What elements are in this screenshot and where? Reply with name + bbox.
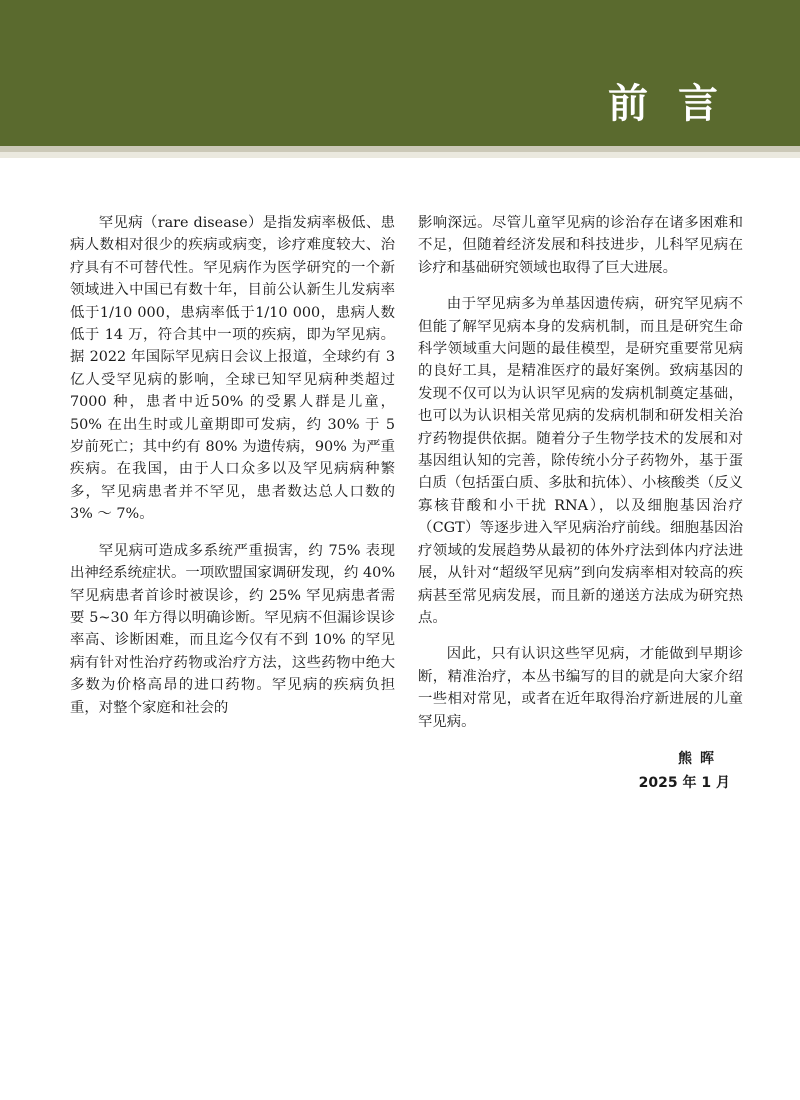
text-column-right bbox=[418, 212, 743, 747]
header-divider-stripe-light bbox=[0, 152, 800, 158]
body-paragraph: 因此，只有认识这些罕见病，才能做到早期诊断，精准治疗，本丛书编写的目的就是向大家介绍一些相对常见，或者在近年取得治疗新进展的儿童罕见病。 bbox=[418, 646, 743, 730]
body-paragraph: 罕见病可造成多系统严重损害，约 75% 表现出神经系统症状。一项欧盟国家调研发现，约 40% 罕见病患者首诊时被误诊，约 25% 罕见病患者需要 5~30 年方得以明确诊断。罕见病不但漏诊误诊率高、诊断困难，而且迄今仅有不到 10% 的罕见病有针对性治疗药物或治疗方法，这些药物中绝大多数为价格高昂的进口药物。罕见病的疾病负担重，对整个家庭和社会的 bbox=[70, 542, 395, 716]
author-name: 熊晖 bbox=[678, 751, 722, 767]
body-paragraph: 罕见病（rare disease）是指发病率极低、患病人数相对很少的疾病或病变，诊疗难度较大、治疗具有不可替代性。罕见病作为医学研究的一个新领域进入中国已有数十年，目前公认新生儿发病率低于1/10 000，患病率低于1/10 000，患病人数低于 14 万，符合其中一项的疾病，即为罕见病。据 2022 年国际罕见病日会议上报道，全球约有 3 亿人受罕见病的影响，全球已知罕见病种类超过 7000 种，患者中近50% 的受累人群是儿童，50% 在出生时或儿童期即可发病，约 30% 于 5 岁前死亡；其中约有 80% 为遗传病，90% 为严重疾病。在我国，由于人口众多以及罕见病病种繁多，罕见病患者并不罕见，患者数达总人口数的 3% ～ 7%。 bbox=[70, 215, 395, 523]
text-column-left bbox=[70, 212, 395, 733]
body-paragraph-continued: 影响深远。尽管儿童罕见病的诊治存在诸多困难和不足，但随着经济发展和科技进步，儿科罕见病在诊疗和基础研究领域也取得了巨大进展。 bbox=[418, 215, 743, 276]
body-paragraph: 由于罕见病多为单基因遗传病，研究罕见病不但能了解罕见病本身的发病机制，而且是研究生命科学领域重大问题的最佳模型，是研究重要常见病的良好工具，是精准医疗的最好案例。致病基因的发现不仅可以为认识罕见病的发病机制奠定基础，也可以为认识相关常见病的发病机制和研发相关治疗药物提供依据。随着分子生物学技术的发展和对基因组认知的完善，除传统小分子药物外，基于蛋白质（包括蛋白质、多肽和抗体）、小核酸类（反义寡核苷酸和小干扰 RNA），以及细胞基因治疗（CGT）等逐步进入罕见病治疗前线。细胞基因治疗领域的发展趋势从最初的体外疗法到体内疗法进展，从针对“超级罕见病”到向发病率相对较高的疾病甚至常见病发展，而且新的递送方法成为研究热点。 bbox=[418, 296, 743, 626]
signature-date: 2025 年 1 月 bbox=[638, 775, 730, 791]
page-title: 前言 bbox=[608, 81, 748, 127]
